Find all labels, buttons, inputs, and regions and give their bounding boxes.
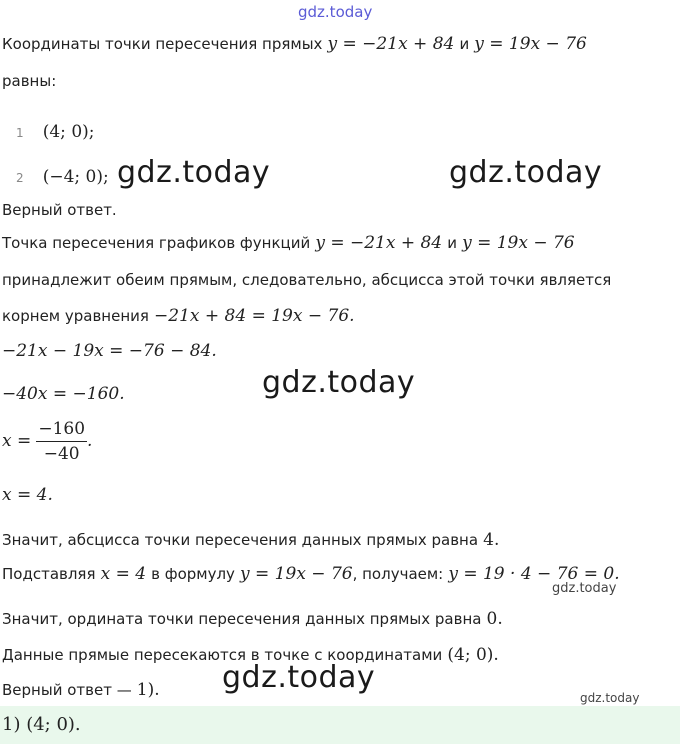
subst-result: y = 19 · 4 − 76 = 0. xyxy=(448,564,620,584)
step-1: −21x − 19x = −76 − 84. xyxy=(2,341,217,361)
ordinate-line xyxy=(2,609,503,629)
step-3 xyxy=(2,419,92,464)
step-2: −40x = −160. xyxy=(2,384,125,404)
option-1-number: 1 xyxy=(16,126,24,140)
solution-p1-prefix: Точка пересечения графиков функций xyxy=(2,234,311,252)
question-text: Координаты точки пересечения прямых xyxy=(2,35,323,53)
watermark-big-1: gdz.today xyxy=(117,155,271,190)
question-eq2: y = 19x − 76 xyxy=(474,34,587,54)
solution-p1-line3-prefix: корнем уравнения xyxy=(2,307,149,325)
solution-line-1 xyxy=(2,233,575,253)
step-3-fraction xyxy=(36,419,87,464)
abscissa-line xyxy=(2,530,499,550)
watermark-small-2: gdz.today xyxy=(580,691,640,705)
option-2-value: (−4; 0); xyxy=(42,167,109,187)
correct-answer-label: Верный ответ. xyxy=(2,201,117,219)
watermark-big-3: gdz.today xyxy=(262,365,416,400)
watermark-small-1: gdz.today xyxy=(552,581,617,596)
question-suffix: равны: xyxy=(2,72,57,90)
step-4: x = 4. xyxy=(2,485,53,505)
ordinate-value: 0. xyxy=(486,609,503,629)
abscissa-text: Значит, абсцисса точки пересечения данных прямых равна xyxy=(2,531,479,549)
subst-formula: y = 19x − 76 xyxy=(240,564,353,584)
answer-box-text: 1) (4; 0). xyxy=(2,714,81,735)
solution-line-2: принадлежит обеим прямым, следовательно, абсцисса этой точки является xyxy=(2,271,612,289)
option-1 xyxy=(16,122,95,142)
step-3-dot: . xyxy=(87,431,93,451)
option-2-number: 2 xyxy=(16,171,24,185)
solution-p1-eq1: y = −21x + 84 xyxy=(315,233,443,253)
intersect-value: (4; 0). xyxy=(447,645,499,665)
question-and: и xyxy=(459,35,470,53)
step-3-numerator: −160 xyxy=(36,419,87,442)
intersect-text: Данные прямые пересекаются в точке с координатами xyxy=(2,646,443,664)
solution-line-3 xyxy=(2,306,355,326)
step-3-lhs: x = xyxy=(2,431,32,451)
watermark-top: gdz.today xyxy=(298,3,373,21)
subst-mid: в формулу xyxy=(151,565,235,583)
solution-p1-eq2: y = 19x − 76 xyxy=(462,233,575,253)
watermark-big-2: gdz.today xyxy=(449,155,603,190)
final-answer-line xyxy=(2,680,160,700)
subst-prefix: Подставляя xyxy=(2,565,96,583)
option-2 xyxy=(16,167,109,187)
final-value: 1). xyxy=(136,680,160,700)
step-3-denominator: −40 xyxy=(43,444,80,464)
answer-box xyxy=(0,706,680,744)
question-eq1: y = −21x + 84 xyxy=(327,34,455,54)
option-1-value: (4; 0); xyxy=(42,122,95,142)
subst-x: x = 4 xyxy=(100,564,147,584)
substitution-line xyxy=(2,564,620,584)
solution-p1-line3-eq: −21x + 84 = 19x − 76. xyxy=(154,306,355,326)
abscissa-value: 4. xyxy=(483,530,500,550)
subst-get: , получаем: xyxy=(352,565,444,583)
ordinate-text: Значит, ордината точки пересечения данных прямых равна xyxy=(2,610,482,628)
watermark-big-4: gdz.today xyxy=(222,660,376,695)
solution-p1-and: и xyxy=(447,234,457,252)
question-line-1 xyxy=(2,34,587,54)
final-text: Верный ответ — xyxy=(2,681,132,699)
